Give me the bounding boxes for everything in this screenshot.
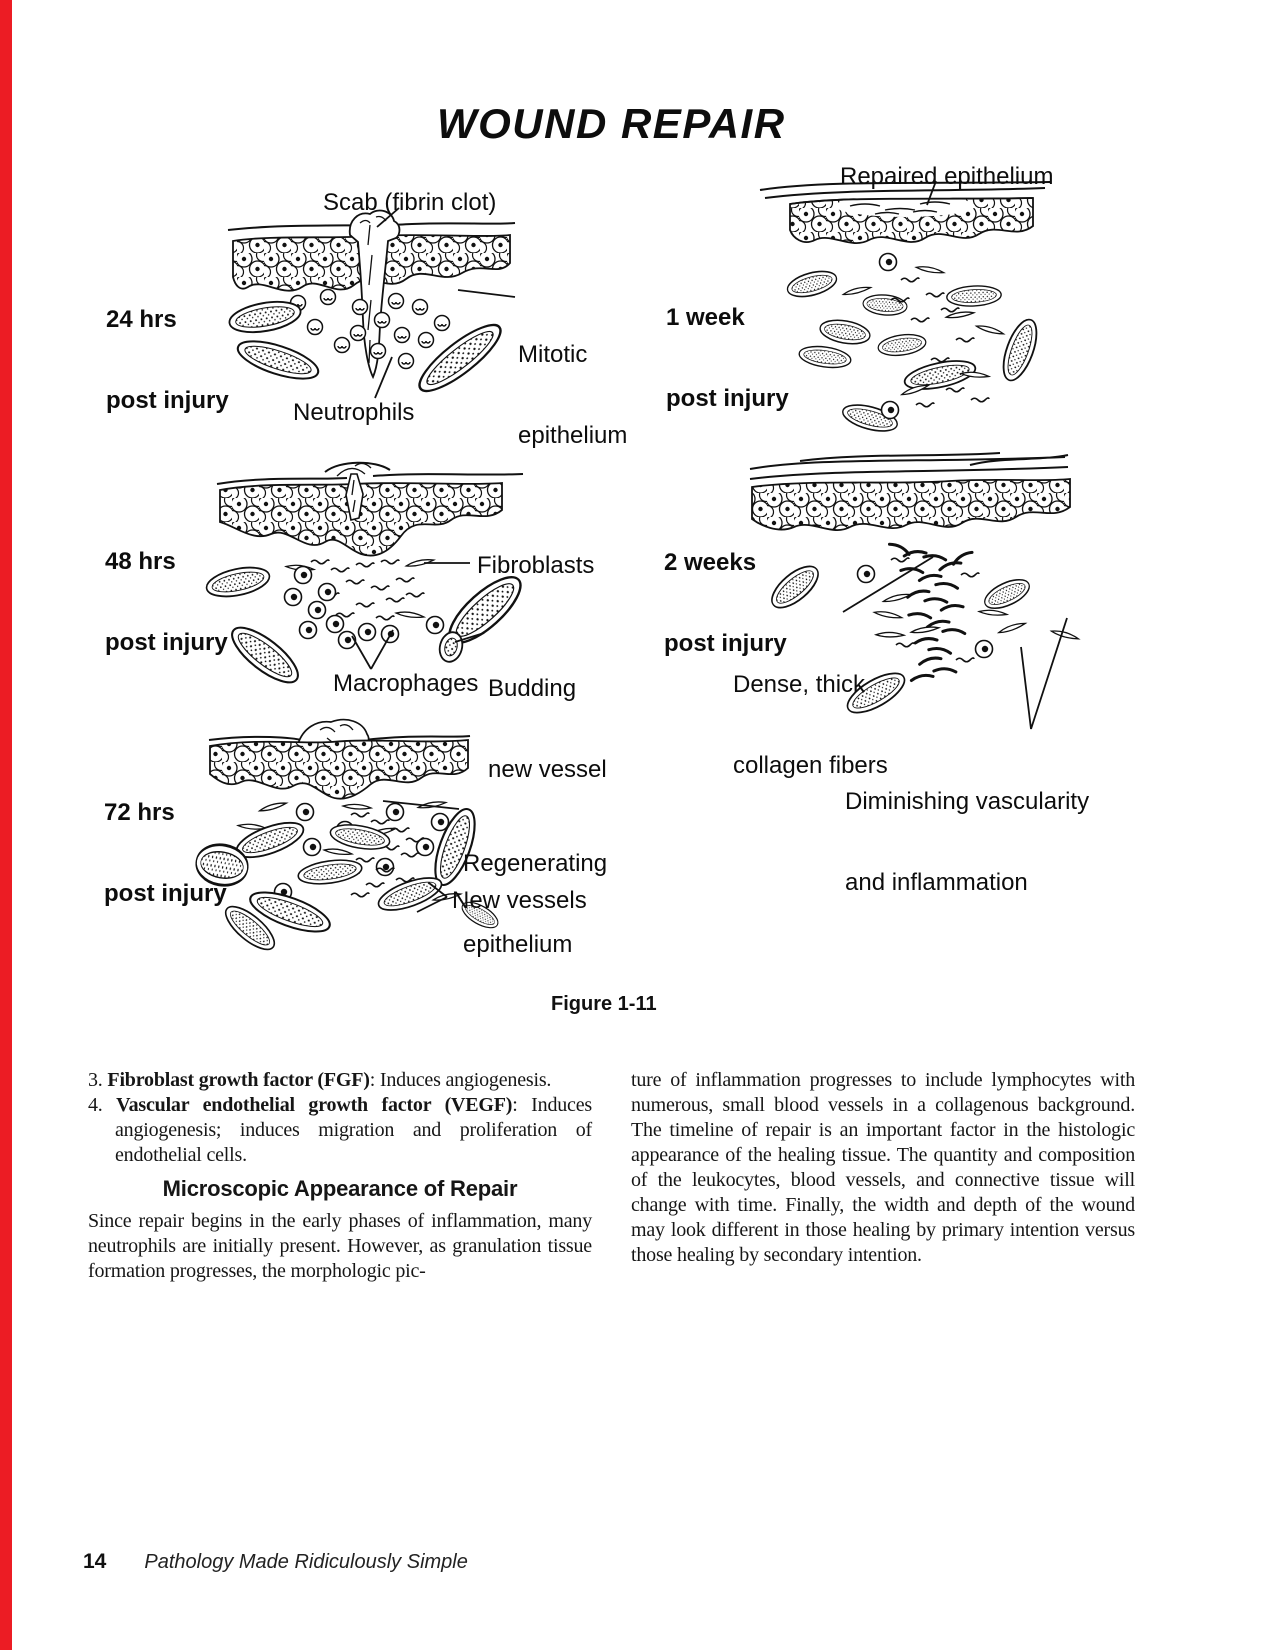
regenerating-line2: epithelium (463, 931, 573, 958)
label-time-1week (666, 250, 789, 466)
regenerating-line1: Regenerating (463, 850, 608, 877)
time-1week-line2: post injury (666, 385, 789, 412)
time-1week-line1: 1 week (666, 304, 745, 331)
time-2weeks-line2: post injury (664, 630, 787, 657)
label-repaired-epithelium: Repaired epithelium (840, 163, 1054, 190)
illustration-24hrs (210, 205, 530, 400)
label-scab: Scab (fibrin clot) (323, 189, 497, 216)
figure-caption: Figure 1-11 (551, 993, 657, 1015)
item-4-number: 4. (88, 1094, 103, 1116)
label-mitotic-epithelium (518, 287, 627, 503)
page-title: WOUND REPAIR (437, 100, 786, 147)
mitotic-line1: Mitotic (518, 341, 588, 368)
label-fibroblasts: Fibroblasts (477, 552, 595, 579)
item-3-text: : Induces angiogenesis. (369, 1069, 552, 1091)
time-2weeks-line1: 2 weeks (664, 549, 757, 576)
diminishing-line2: and inflammation (845, 869, 1028, 896)
page-footer (83, 1550, 468, 1574)
list-item-3 (88, 1068, 592, 1093)
illustration-1week (745, 160, 1065, 430)
dense-line1: Dense, thick (733, 671, 866, 698)
page-number: 14 (83, 1550, 107, 1573)
section-heading: Microscopic Appearance of Repair (162, 1176, 518, 1201)
dense-line2: collagen fibers (733, 752, 888, 779)
time-24hrs-line2: post injury (106, 387, 229, 414)
time-72hrs-line1: 72 hrs (104, 799, 175, 826)
label-macrophages: Macrophages (333, 670, 479, 697)
label-diminishing-vascularity (845, 734, 1089, 950)
mitotic-line2: epithelium (518, 422, 628, 449)
label-neutrophils: Neutrophils (293, 399, 415, 426)
item-3-number: 3. (88, 1069, 103, 1091)
time-24hrs-line1: 24 hrs (106, 306, 177, 333)
item-3-term: Fibroblast growth factor (FGF) (107, 1069, 370, 1091)
item-4-term: Vascular endothelial growth factor (VEGF) (116, 1094, 513, 1116)
label-new-vessels: New vessels (452, 887, 587, 914)
label-time-24hrs (106, 252, 229, 468)
diminishing-line1: Diminishing vascularity (845, 788, 1090, 815)
time-48hrs-line2: post injury (105, 629, 228, 656)
book-title: Pathology Made Ridiculously Simple (144, 1551, 468, 1573)
budding-line2: new vessel (488, 756, 607, 783)
right-column (631, 1068, 1135, 1268)
item-4-text: : Induces angiogenesis; induces migration and proliferation of endothelial cells. (115, 1094, 592, 1166)
budding-line1: Budding (488, 675, 577, 702)
red-edge-bar (0, 0, 12, 1650)
time-48hrs-line1: 48 hrs (105, 548, 176, 575)
label-time-72hrs (104, 745, 227, 961)
list-item-4 (88, 1093, 592, 1168)
label-time-48hrs (105, 494, 228, 710)
left-paragraph: Since repair begins in the early phases of inflammation, many neutrophils are initially present. However, as granulation tissue formation progresses, the morphologic pic- (88, 1210, 592, 1282)
left-column (88, 1068, 592, 1284)
right-paragraph: ture of inflammation progresses to include lymphocytes with numerous, small blood vessels in a collagenous background. The timeline of repair is an important factor in the histologic appearance of the healing tissue. The quantity and composition of the leukocytes, blood vessels, and connective tissue will change with time. Finally, the width and depth of the wound may look different in those healing by primary intention versus those healing by secondary intention. (631, 1069, 1135, 1266)
time-72hrs-line2: post injury (104, 880, 227, 907)
